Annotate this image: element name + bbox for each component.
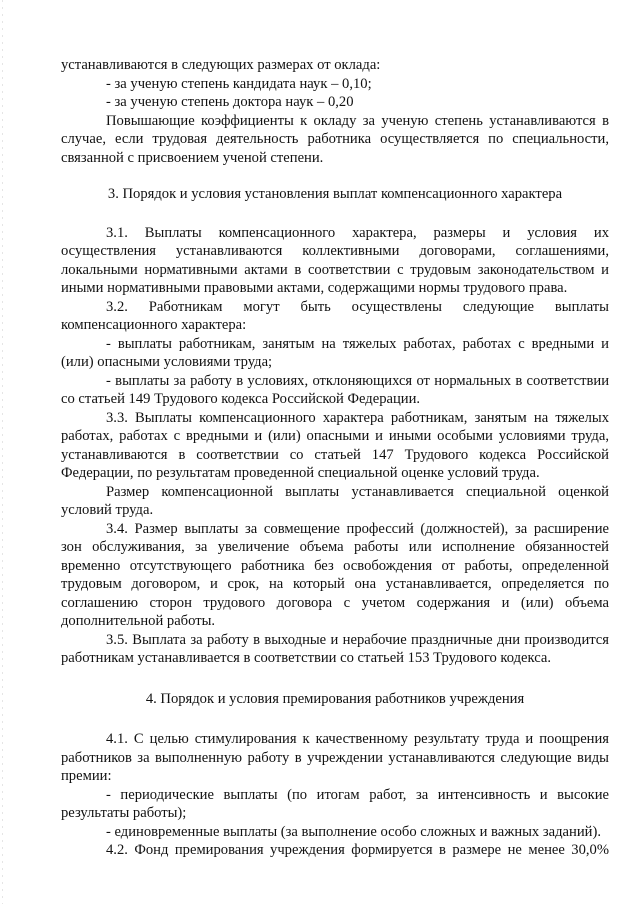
- paragraph-3-3: 3.3. Выплаты компенсационного характера работникам, занятым на тяжелых работах, работах с вредными и (или) опасными и иными особыми условиями труда, устанавливаются в соответствии со статьей 147 Трудового кодекса Российской Федерации, по результатам проведенной специальной оценке условий труда.: [61, 409, 609, 481]
- intro-bullet-doctor: - за ученую степень доктора наук – 0,20: [106, 94, 354, 110]
- scan-edge-artifact: [2, 0, 3, 904]
- intro-line: устанавливаются в следующих размерах от оклада:: [61, 57, 381, 73]
- paragraph-4-2: 4.2. Фонд премирования учреждения формируется в размере не менее 30,0%: [106, 842, 609, 858]
- paragraph-3-2-line2: компенсационного характера:: [61, 317, 247, 333]
- paragraph-3-2-line1: 3.2. Работникам могут быть осуществлены следующие выплаты: [106, 298, 609, 315]
- intro-paragraph: Повышающие коэффициенты к окладу за ученую степень устанавливаются в случае, если трудовая деятельность работника осуществляется по специальности, связанной с присвоением ученой степени.: [61, 112, 609, 166]
- paragraph-3-5: 3.5. Выплата за работу в выходные и нерабочие праздничные дни производится работникам устанавливается в соответствии со статьей 153 Трудового кодекса.: [61, 631, 609, 666]
- document-page: [61, 56, 609, 860]
- intro-bullet-candidate: - за ученую степень кандидата наук – 0,10;: [106, 75, 372, 92]
- bullet-4-1-1: - периодические выплаты (по итогам работ, за интенсивность и высокие результаты работы);: [61, 786, 609, 821]
- bullet-3-2-1: - выплаты работникам, занятым на тяжелых работах, работах с вредными и (или) опасными условиями труда;: [61, 335, 609, 370]
- paragraph-3-1: 3.1. Выплаты компенсационного характера, размеры и условия их осуществления устанавливаются коллективными договорами, соглашениями, локальными нормативными актами в соответствии с трудовым законодательством и иными нормативными правовыми актами, содержащими нормы трудового права.: [61, 224, 609, 296]
- section-3-heading: 3. Порядок и условия установления выплат компенсационного характера: [107, 186, 563, 202]
- section-4-heading: 4. Порядок и условия премирования работников учреждения: [145, 690, 525, 707]
- paragraph-3-4: 3.4. Размер выплаты за совмещение профессий (должностей), за расширение зон обслуживания, за увеличение объема работы или исполнение обязанностей временно отсутствующего работника без освобождения от работы, определенной трудовым договором, и срок, на который она устанавливается, определяется по соглашению сторон трудового договора с учетом содержания и (или) объема дополнительной работы.: [61, 520, 609, 629]
- bullet-3-2-2: - выплаты за работу в условиях, отклоняющихся от нормальных в соответствии со статьей 149 Трудового кодекса Российской Федерации.: [61, 372, 609, 407]
- bullet-4-1-2: - единовременные выплаты (за выполнение особо сложных и важных заданий).: [106, 823, 601, 840]
- paragraph-3-3b: Размер компенсационной выплаты устанавливается специальной оценкой условий труда.: [61, 483, 609, 518]
- paragraph-4-1: 4.1. С целью стимулирования к качественному результату труда и поощрения работников за выполненную работу в учреждении устанавливаются следующие виды премии:: [61, 731, 609, 784]
